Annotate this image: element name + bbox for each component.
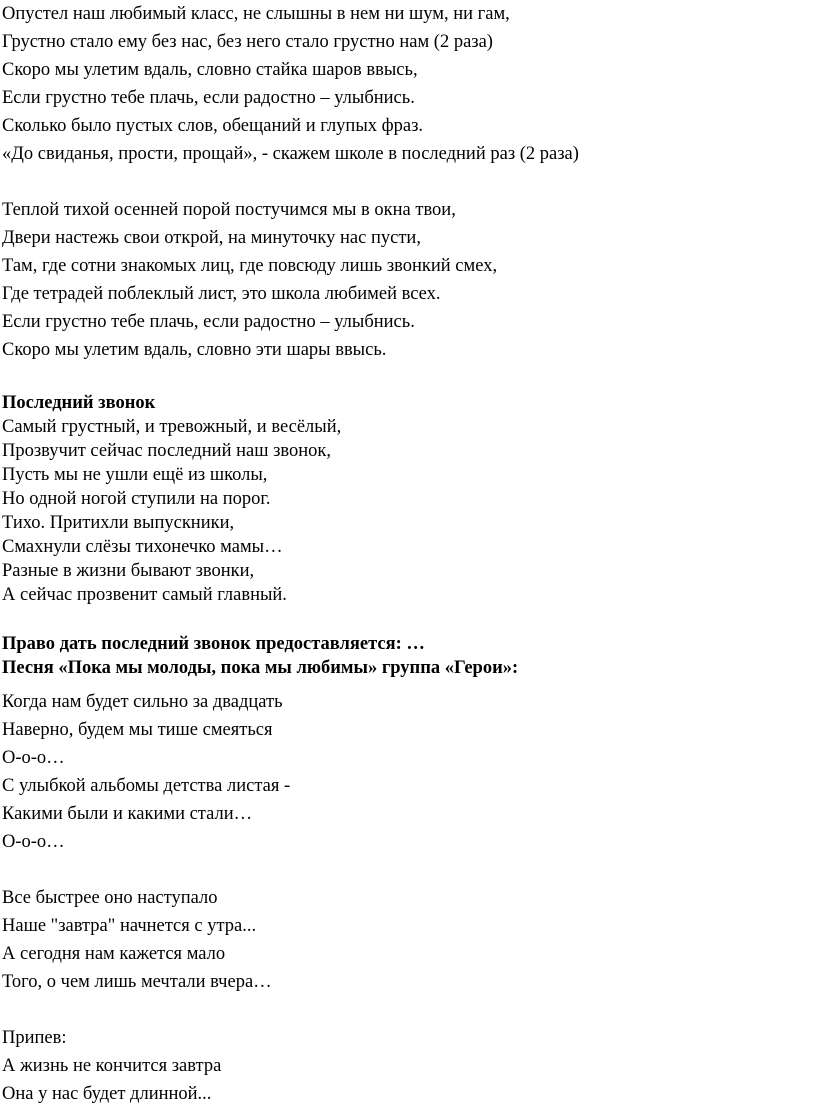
poem-line: Смахнули слёзы тихонечко мамы… [2,537,283,557]
song-line: Когда нам будет сильно за двадцать [2,692,283,712]
verse-line: Скоро мы улетим вдаль, словно эти шары ввысь. [2,340,387,360]
verse-line: Скоро мы улетим вдаль, словно стайка шаров ввысь, [2,60,418,80]
poem-line: Разные в жизни бывают звонки, [2,561,255,581]
verse-line: Опустел наш любимый класс, не слышны в нем ни шум, ни гам, [2,4,510,24]
verse-line: Теплой тихой осенней порой постучимся мы в окна твои, [2,200,456,220]
poem-line: А сейчас прозвенит самый главный. [2,585,287,605]
announcement-last-bell: Право дать последний звонок предоставляется: … [2,634,425,654]
song-verse-1 [2,0,579,168]
song-stanza-1 [2,688,290,856]
song-line: Все быстрее оно наступало [2,888,218,908]
verse-line: Если грустно тебе плачь, если радостно – улыбнись. [2,88,415,108]
song-line: Наше "завтра" начнется с утра... [2,916,257,936]
song-line: С улыбкой альбомы детства листая - [2,776,291,796]
song-line: О-о-о… [2,748,65,768]
verse-line: Если грустно тебе плачь, если радостно – улыбнись. [2,312,415,332]
song-stanza-2 [2,884,272,996]
song-line: Того, о чем лишь мечтали вчера… [2,972,272,992]
poem-last-bell [2,391,341,607]
chorus-line: Она у нас будет длинной... [2,1084,212,1104]
poem-line: Тихо. Притихли выпускники, [2,513,235,533]
chorus-line: А жизнь не кончится завтра [2,1056,222,1076]
verse-line: Двери настежь свои открой, на минуточку нас пусти, [2,228,421,248]
verse-line: Там, где сотни знакомых лиц, где повсюду лишь звонкий смех, [2,256,498,276]
verse-line: Где тетрадей поблеклый лист, это школа любимей всех. [2,284,441,304]
poem-title: Последний звонок [2,393,156,413]
song-line: Наверно, будем мы тише смеяться [2,720,273,740]
poem-line: Прозвучит сейчас последний наш звонок, [2,441,332,461]
announcements [2,632,518,680]
song-verse-2 [2,196,497,364]
song-line: Какими были и какими стали… [2,804,253,824]
announcement-song: Песня «Пока мы молоды, пока мы любимы» группа «Герои»: [2,658,519,678]
song-chorus [2,1024,221,1108]
verse-line: Сколько было пустых слов, обещаний и глупых фраз. [2,116,424,136]
song-line: А сегодня нам кажется мало [2,944,226,964]
poem-line: Но одной ногой ступили на порог. [2,489,271,509]
poem-line: Пусть мы не ушли ещё из школы, [2,465,268,485]
chorus-label: Припев: [2,1028,67,1048]
poem-line: Самый грустный, и тревожный, и весёлый, [2,417,342,437]
song-line: О-о-о… [2,832,65,852]
verse-line: Грустно стало ему без нас, без него стало грустно нам (2 раза) [2,32,493,52]
verse-line: «До свиданья, прости, прощай», - скажем школе в последний раз (2 раза) [2,144,579,164]
